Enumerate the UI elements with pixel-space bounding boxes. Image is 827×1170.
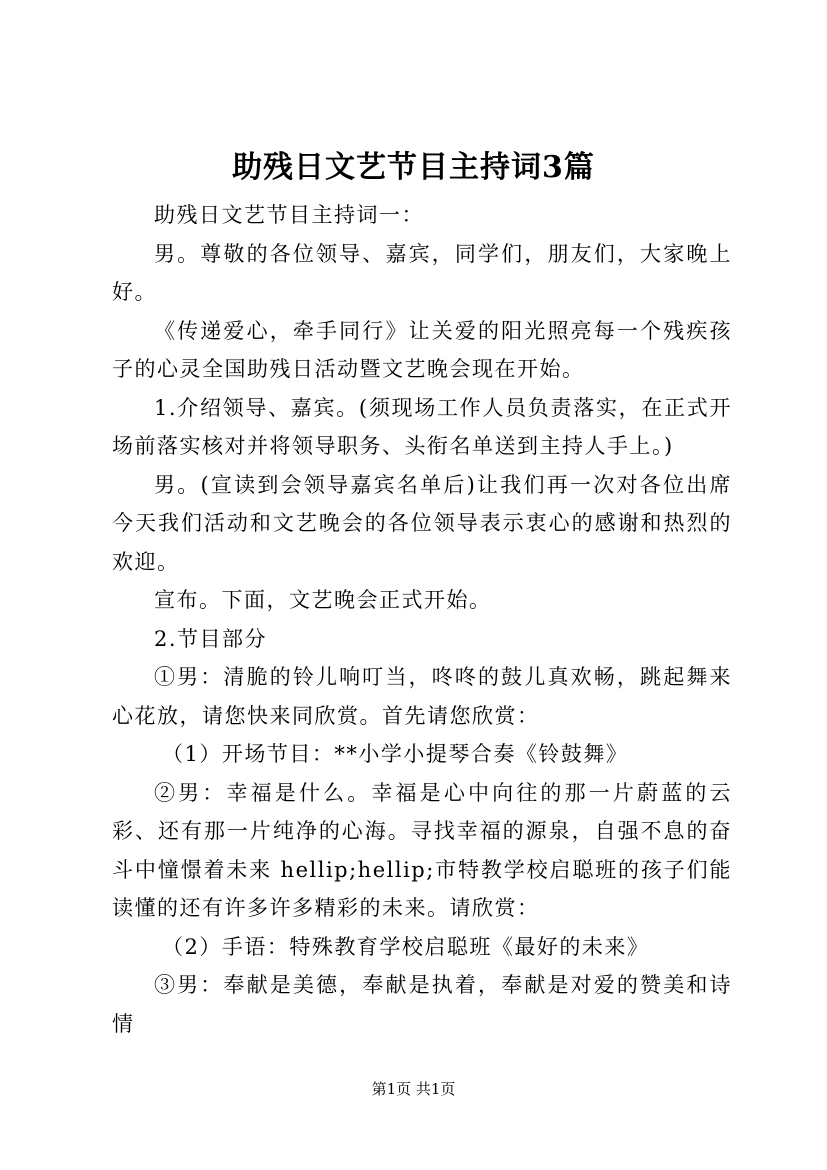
paragraph: 1.介绍领导、嘉宾。(须现场工作人员负责落实，在正式开场前落实核对并将领导职务、头衔名单送到主持人手上。): [112, 395, 732, 458]
paragraph: 《传递爱心，牵手同行》让关爱的阳光照亮每一个残疾孩子的心灵全国助残日活动暨文艺晚会现在开始。: [112, 318, 732, 381]
paragraph: ②男：幸福是什么。幸福是心中向往的那一片蔚蓝的云彩、还有那一片纯净的心海。寻找幸福的源泉，自强不息的奋斗中憧憬着未来 hellip;hellip;市特教学校启聪班的孩子们能读懂的还有许多许多精彩的未来。请欣赏：: [112, 780, 732, 920]
paragraph: 2.节目部分: [154, 626, 268, 651]
paragraph: 男。尊敬的各位领导、嘉宾，同学们，朋友们，大家晚上好。: [112, 241, 732, 304]
paragraph: ①男：清脆的铃儿响叮当，咚咚的鼓儿真欢畅，跳起舞来心花放，请您快来同欣赏。首先请您欣赏：: [112, 665, 732, 728]
paragraph: （1）开场节目：**小学小提琴合奏《铃鼓舞》: [162, 742, 629, 766]
paragraph: 助残日文艺节目主持词一：: [154, 203, 424, 227]
paragraph: 男。(宣读到会领导嘉宾名单后)让我们再一次对各位出席今天我们活动和文艺晚会的各位领导表示衷心的感谢和热烈的欢迎。: [112, 472, 732, 574]
document-title: 助残日文艺节目主持词3篇: [232, 150, 595, 185]
paragraph: （2）手语：特殊教育学校启聪班《最好的未来》: [162, 934, 650, 959]
page-footer: 第1页 共1页: [371, 1080, 456, 1098]
document-body: [112, 196, 732, 1043]
paragraph: 宣布。下面，文艺晚会正式开始。: [154, 588, 492, 612]
paragraph: ③男：奉献是美德，奉献是执着，奉献是对爱的赞美和诗情: [112, 973, 732, 1036]
